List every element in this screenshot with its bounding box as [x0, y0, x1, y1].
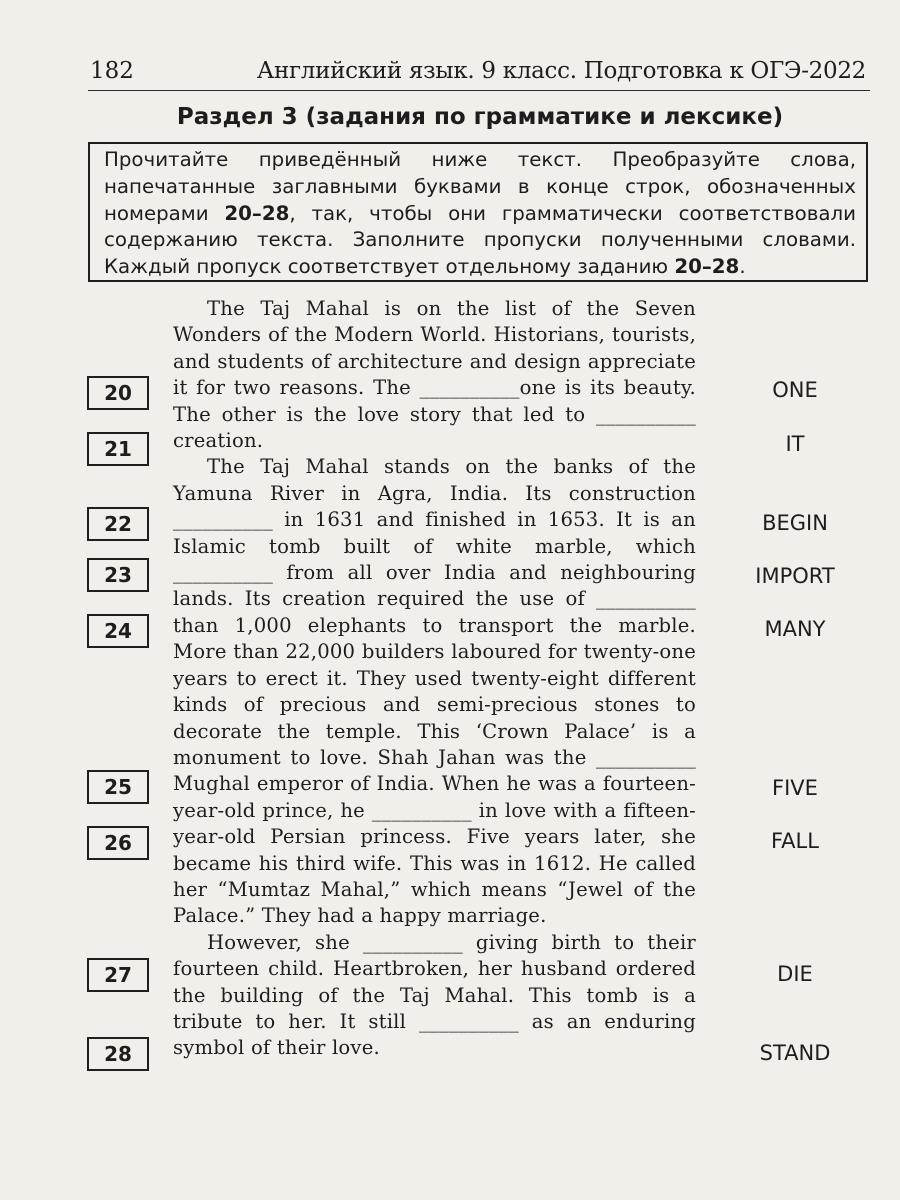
blank-24[interactable]: __________: [596, 587, 696, 611]
task-number-box: 24: [87, 614, 149, 648]
task-number-box: 20: [87, 376, 149, 410]
blank-25[interactable]: __________: [596, 745, 696, 769]
instruction-range: 20–28: [674, 255, 740, 279]
passage: [173, 296, 696, 1062]
task-number-box: 25: [87, 770, 149, 804]
task-number-box: 28: [87, 1037, 149, 1071]
keyword-many: MANY: [764, 617, 826, 641]
keyword-stand: STAND: [759, 1041, 831, 1065]
section-title: Раздел 3 (задания по грамматике и лексике): [176, 104, 784, 130]
running-title: Английский язык. 9 класс. Подготовка к ОГЭ-2022: [256, 58, 866, 84]
instruction-box: [88, 142, 868, 282]
blank-23[interactable]: __________: [173, 561, 273, 585]
passage-text: giving birth to their fourteen child. Heartbroken, her husband ordered the building of the Taj Mahal. This tomb is a tribute to her. It still: [173, 930, 696, 1033]
instruction-text: Прочитайте приведённый ниже текст. Преобразуйте слова, напечатанные заглавными буквами в конце строк, обозначенных номерами: [104, 148, 856, 225]
passage-text: creation.: [173, 429, 264, 453]
blank-22[interactable]: __________: [173, 508, 273, 532]
keyword-it: IT: [785, 432, 805, 456]
passage-text: The Taj Mahal stands on the banks of the Yamuna River in Agra, India. Its construction: [173, 455, 696, 505]
blank-27[interactable]: __________: [362, 930, 463, 954]
passage-text: However, she: [207, 930, 363, 954]
instruction-text: , так, чтобы они грамматически соответствовали содержанию текста. Заполните пропуски полученными словами. Каждый пропуск соответствует отдельному заданию: [104, 201, 856, 279]
page-number: 182: [90, 58, 134, 84]
passage-text: Mughal emperor of India. When he was a fourteen-year-old prince, he: [173, 772, 696, 822]
passage-paragraph: [173, 930, 696, 1062]
passage-text: in love with a fifteen-year-old Persian princess. Five years later, she became his third wife. This was in 1612. He called her “Mumtaz Mahal,” which means “Jewel of the Palace.” They had a happy marriage.: [173, 798, 696, 928]
keyword-die: DIE: [777, 962, 813, 986]
task-number-box: 22: [87, 507, 149, 541]
blank-26[interactable]: __________: [371, 798, 472, 822]
instruction-range: 20–28: [224, 201, 290, 225]
task-number-box: 21: [87, 432, 149, 466]
passage-text: than 1,000 elephants to transport the marble. More than 22,000 builders laboured for twenty-one years to erect it. They used twenty-eight different kinds of precious and semi-precious stones to decorate the temple. This ‘Crown Palace’ is a monument to love. Shah Jahan was the: [173, 613, 696, 769]
blank-28[interactable]: __________: [418, 1009, 519, 1033]
instruction-text: .: [739, 255, 746, 279]
keyword-begin: BEGIN: [762, 511, 828, 535]
keyword-fall: FALL: [771, 829, 819, 853]
passage-text: in 1631 and finished in 1653. It is an Islamic tomb built of white marble, which: [173, 508, 696, 558]
passage-text: one is its beauty. The other is the love story that led to: [173, 376, 696, 426]
blank-20[interactable]: __________: [419, 376, 520, 400]
task-number-box: 27: [87, 958, 149, 992]
passage-paragraph: [173, 454, 696, 929]
header-divider: [88, 90, 870, 91]
passage-paragraph: [173, 296, 696, 454]
keyword-import: IMPORT: [755, 564, 835, 588]
keyword-one: ONE: [772, 378, 818, 402]
blank-21[interactable]: __________: [596, 402, 696, 426]
keyword-five: FIVE: [772, 776, 818, 800]
task-number-box: 23: [87, 558, 149, 592]
task-number-box: 26: [87, 826, 149, 860]
passage-text: as an enduring symbol of their love.: [173, 1009, 696, 1060]
passage-text: from all over India and neighbouring lands. Its creation required the use of: [173, 561, 696, 611]
passage-text: The Taj Mahal is on the list of the Seven Wonders of the Modern World. Historians, tourists, and students of architecture and design appreciate it for two reasons. The: [173, 297, 696, 400]
